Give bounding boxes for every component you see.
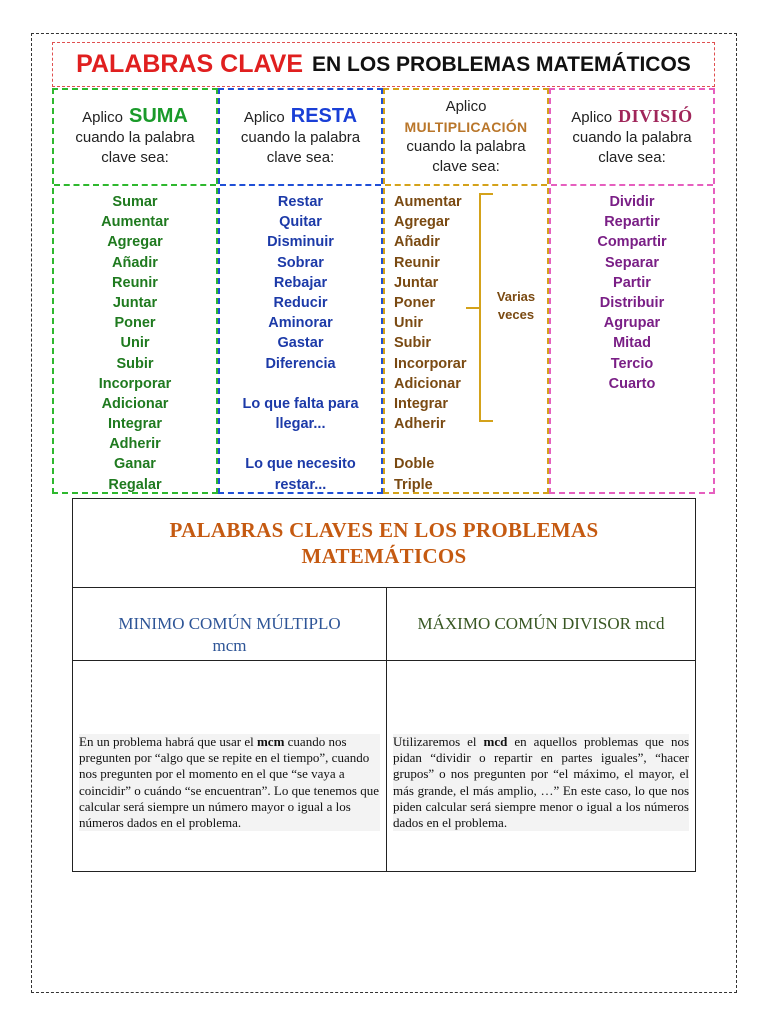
resta-prefix: Aplico: [243, 109, 285, 126]
varias-veces-label: [490, 288, 542, 324]
mcm-keyword: mcm: [256, 733, 285, 749]
list-item: Doble: [394, 456, 435, 473]
list-item: Agregar: [107, 234, 163, 251]
list-item: Cuarto: [608, 375, 656, 392]
mcd-keyword: mcd: [483, 733, 508, 749]
multiplicacion-header: [385, 90, 547, 186]
suma-column: [52, 88, 218, 494]
list-item: llegar...: [275, 416, 326, 433]
division-prefix: Aplico: [571, 109, 613, 126]
resta-suffix-2: clave sea:: [266, 149, 335, 166]
resta-header: [220, 90, 381, 186]
resta-suffix-1: cuando la palabra: [240, 129, 361, 146]
division-column: [549, 88, 715, 494]
list-item: Regalar: [108, 476, 162, 493]
multiplicacion-suffix-1: cuando la palabra: [406, 138, 526, 155]
suma-header: [54, 90, 216, 186]
list-item: Disminuir: [267, 234, 334, 251]
mcm-text-before: En un problema habrá que usar el: [79, 733, 257, 749]
keywords-table: [72, 498, 696, 872]
list-item: Incorporar: [394, 355, 467, 372]
list-item: Triple: [394, 476, 433, 493]
list-spacer: [394, 434, 547, 454]
list-item: Partir: [613, 274, 651, 291]
list-spacer: [220, 434, 381, 454]
table-title-line-2: MATEMÁTICOS: [301, 544, 467, 568]
mcd-text-after: en aquellos problemas que nos pidan “dividir o repartir en partes iguales”, “hacer grupos” o nos pregunten por “el máximo, el mayor, el más grande, el más amplio, …” En este caso, lo que nos piden calcular será siempre menor o igual a los números dados en el problema.: [393, 733, 689, 830]
list-item: Gastar: [277, 335, 324, 352]
list-item: Restar: [277, 194, 324, 210]
list-item: Añadir: [112, 254, 158, 271]
suma-suffix-2: clave sea:: [101, 149, 169, 166]
list-item: Reunir: [394, 254, 440, 271]
list-item: Unir: [120, 335, 150, 352]
list-item: Sobrar: [277, 254, 324, 271]
list-item: Poner: [114, 315, 156, 332]
division-header: [551, 90, 713, 186]
mcm-header: [73, 588, 387, 661]
list-item: Integrar: [394, 395, 448, 412]
mcm-header-line-2: mcm: [212, 636, 247, 655]
varias-label-2: veces: [497, 307, 535, 322]
mcm-header-line-1: MINIMO COMÚN MÚLTIPLO: [118, 614, 341, 633]
list-item: Distribuir: [599, 294, 665, 311]
list-item: Agrupar: [603, 315, 661, 332]
table-title-line-1: PALABRAS CLAVES EN LOS PROBLEMAS: [169, 518, 599, 542]
list-item: Subir: [394, 335, 432, 352]
division-suffix-2: clave sea:: [598, 149, 666, 166]
mcd-description: [393, 734, 689, 831]
list-item: Tercio: [610, 355, 654, 372]
list-item: Añadir: [394, 234, 440, 251]
suma-operation: SUMA: [128, 105, 188, 127]
list-item: Juntar: [112, 294, 158, 311]
suma-word-list: [54, 192, 216, 495]
division-operation: DIVISIÓ: [618, 106, 693, 126]
title-black-text: EN LOS PROBLEMAS MATEMÁTICOS: [312, 52, 691, 76]
list-item: Compartir: [597, 234, 667, 251]
list-item: Lo que necesito: [245, 456, 356, 473]
list-item: Integrar: [108, 416, 162, 433]
mcd-header: MÁXIMO COMÚN DIVISOR mcd: [387, 588, 696, 661]
mcm-description-cell: [73, 661, 387, 872]
list-item: Adherir: [109, 436, 161, 453]
multiplicacion-suffix-2: clave sea:: [432, 158, 500, 175]
multiplicacion-word-list: [385, 192, 547, 495]
list-item: Aumentar: [394, 194, 462, 210]
infographic-title: [52, 42, 715, 87]
list-item: restar...: [274, 476, 327, 493]
list-item: Adicionar: [101, 395, 169, 412]
mcm-text-after: cuando nos pregunten por “algo que se repite en el tiempo”, cuando nos pregunten por el momento en el que “se vaya a coincidir” o cuándo “se encuentran”. Lo que tenemos que calcular será siempre un número mayor o igual a los números dados en el problema.: [79, 733, 379, 830]
list-item: Reunir: [112, 274, 158, 291]
list-item: Poner: [394, 294, 436, 311]
list-item: Diferencia: [265, 355, 336, 372]
varias-label-1: Varias: [496, 289, 536, 304]
list-spacer: [220, 374, 381, 394]
list-item: Adherir: [394, 416, 446, 433]
multiplicacion-prefix: Aplico: [445, 98, 487, 115]
list-item: Subir: [116, 355, 154, 372]
table-title: [73, 499, 696, 588]
bracket-tick: [466, 307, 479, 309]
resta-word-list: [220, 192, 381, 495]
list-item: Lo que falta para: [242, 395, 359, 412]
title-red-text: PALABRAS CLAVE: [76, 50, 304, 78]
list-item: Quitar: [279, 214, 322, 231]
list-item: Dividir: [609, 194, 655, 210]
mcd-description-cell: [387, 661, 696, 872]
list-item: Sumar: [112, 194, 158, 210]
list-item: Repartir: [604, 214, 660, 231]
division-word-list: [551, 192, 713, 394]
suma-prefix: Aplico: [82, 109, 123, 126]
list-item: Agregar: [394, 214, 450, 231]
list-item: Ganar: [114, 456, 156, 473]
list-item: Aumentar: [101, 214, 169, 231]
mcd-text-before: Utilizaremos el: [393, 733, 484, 749]
division-suffix-1: cuando la palabra: [572, 129, 692, 146]
suma-suffix-1: cuando la palabra: [75, 129, 195, 146]
list-item: Adicionar: [394, 375, 461, 392]
list-item: Rebajar: [273, 274, 328, 291]
list-item: Juntar: [394, 274, 439, 291]
list-item: Mitad: [613, 335, 651, 352]
multiplicacion-operation: MULTIPLICACIÓN: [404, 119, 528, 135]
resta-operation: RESTA: [290, 105, 358, 127]
list-item: Reducir: [273, 294, 328, 311]
mcm-description: [79, 734, 380, 831]
resta-column: [218, 88, 383, 494]
list-item: Incorporar: [98, 375, 172, 392]
list-item: Separar: [604, 254, 659, 271]
list-item: Unir: [394, 315, 423, 332]
list-item: Aminorar: [268, 315, 333, 332]
